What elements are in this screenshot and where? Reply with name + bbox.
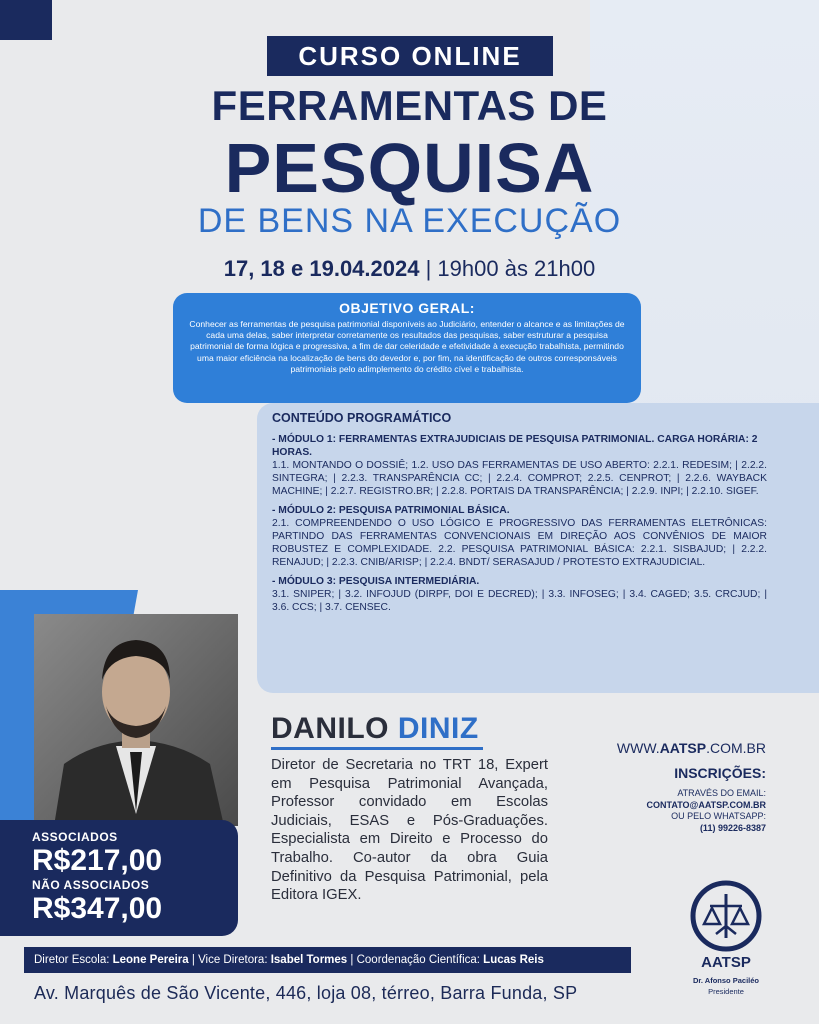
program-content-box <box>257 403 819 693</box>
aatsp-logo-icon <box>690 880 762 952</box>
email-label: ATRAVÉS DO EMAIL: <box>677 788 766 798</box>
speaker-name <box>271 712 479 746</box>
email-value: CONTATO@AATSP.COM.BR <box>646 799 766 810</box>
vice-name: Isabel Tormes <box>270 954 348 966</box>
title-line-2: PESQUISA <box>224 129 595 207</box>
module-heading: - MÓDULO 3: PESQUISA INTERMEDIÁRIA. <box>272 576 480 587</box>
logo-name: AATSP <box>701 954 751 971</box>
coord-name: Lucas Reis <box>483 954 544 966</box>
module-body: 2.1. COMPREENDENDO O USO LÓGICO E PROGRESSIVO DAS FERRAMENTAS ELETRÔNICAS: PARTINDO DAS FERRAMENTAS CONVENCIONAIS EM DIREÇÃO AOS CONVÊNIOS DE MAIOR ROBUSTEZ E COMPLEXIDADE. 2.2. PESQUISA PATRIMONIAL BÁSICA: 2.2.1. SISBAJUD; | 2.2.2. RENAJUD; | 2.2.3. CNIB/ARISP; | 2.2.4. BNDT/ SERASAJUD / PROTESTO EXTRAJUDICIAL. <box>272 518 767 568</box>
whatsapp-label: OU PELO WHATSAPP: <box>671 811 766 821</box>
corner-decoration <box>0 0 52 40</box>
time-value: 19h00 às 21h00 <box>437 256 596 281</box>
director-label: Diretor Escola: <box>34 954 113 966</box>
site-suffix: .COM.BR <box>706 740 766 756</box>
module-3 <box>272 575 767 614</box>
program-title: CONTEÚDO PROGRAMÁTICO <box>272 411 452 425</box>
site-bold: AATSP <box>659 740 707 756</box>
module-body: 3.1. SNIPER; | 3.2. INFOJUD (DIRPF, DOI E DECRED); | 3.3. INFOSEG; | 3.4. CAGED; 3.5. CRCJUD; | 3.6. CCS; | 3.7. CENSEC. <box>272 589 767 613</box>
members-price-value: R$217,00 <box>32 844 163 877</box>
module-body: 1.1. MONTANDO O DOSSIÊ; 1.2. USO DAS FERRAMENTAS DE USO ABERTO: 2.2.1. REDESIM; | 2.2.2. SINTEGRA; | 2.2.3. TRANSPARÊNCIA CC; | 2.2.4. COMPROT; 2.2.5. CENPROT; | 2.2.6. WAYBACK MACHINE; | 2.2.7. REGISTRO.BR; | 2.2.8. PORTAIS DA TRANSPARÊNCIA; | 2.2.9. INPI; | 2.2.10. SIGEF. <box>272 460 767 497</box>
president-role: Presidente <box>708 987 744 996</box>
title-line-3: DE BENS NA EXECUÇÃO <box>197 202 622 240</box>
objective-text: Conhecer as ferramentas de pesquisa patrimonial disponíveis ao Judiciário, entender o alcance e as limitações de cada uma delas, saber interpretar corretamente os resultados das pesquisas, saber estruturar a pesquisa patrimonial de forma lógica e progressiva, a fim de dar celeridade e efetividade à execução trabalhista, permitindo uma maior eficiência na localização de bens do devedor e, por fim, na identificação de outros corresponsáveis patrimoniais pelo adimplemento do crédito cível e trabalhista. <box>189 319 625 374</box>
coord-label: | Coordenação Científica: <box>347 954 484 966</box>
speaker-last-name: DINIZ <box>397 712 479 745</box>
website-link[interactable] <box>590 740 766 756</box>
dates-separator: | <box>419 256 438 281</box>
registration-title: INSCRIÇÕES: <box>674 765 766 781</box>
director-name: Leone Pereira <box>112 954 189 966</box>
objective-box <box>173 293 641 403</box>
vice-label: | Vice Diretora: <box>188 954 271 966</box>
whatsapp-value: (11) 99226-8387 <box>699 822 766 833</box>
registration-contact <box>590 788 766 834</box>
objective-title: OBJETIVO GERAL: <box>339 300 475 316</box>
course-type-badge: CURSO ONLINE <box>267 36 553 76</box>
staff-bar <box>24 947 631 973</box>
speaker-bio: Diretor de Secretaria no TRT 18, Expert em Pesquisa Patrimonial Avançada, Professor convidado em Escolas Judiciais, ESAS e Pós-Graduações. Especialista em Direito e Processo do Trabalho. Co-autor da obra Guia Definitivo da Pesquisa Patrimonial, pela Editora IGEX. <box>271 757 548 904</box>
non-members-price-label: NÃO ASSOCIADOS <box>32 878 150 892</box>
email-link[interactable] <box>590 800 766 812</box>
non-members-price-value: R$347,00 <box>32 892 163 925</box>
name-underline <box>271 747 483 750</box>
course-dates <box>0 256 819 282</box>
price-box <box>0 820 238 936</box>
whatsapp-link[interactable] <box>590 823 766 835</box>
speaker-portrait-image <box>34 614 238 826</box>
module-2 <box>272 504 767 569</box>
module-heading: - MÓDULO 1: FERRAMENTAS EXTRAJUDICIAIS DE PESQUISA PATRIMONIAL. CARGA HORÁRIA: 2 HORAS. <box>272 434 758 458</box>
site-prefix: WWW. <box>616 740 660 756</box>
members-price-label: ASSOCIADOS <box>32 830 118 844</box>
module-1 <box>272 433 767 498</box>
speaker-photo <box>34 614 238 826</box>
president-name: Dr. Afonso Paciléo <box>693 976 759 985</box>
module-heading: - MÓDULO 2: PESQUISA PATRIMONIAL BÁSICA. <box>272 505 510 516</box>
address: Av. Marquês de São Vicente, 446, loja 08, térreo, Barra Funda, SP <box>34 983 578 1003</box>
dates-value: 17, 18 e 19.04.2024 <box>223 256 420 281</box>
title-line-1: FERRAMENTAS DE <box>211 82 608 129</box>
speaker-first-name: DANILO <box>271 712 389 745</box>
